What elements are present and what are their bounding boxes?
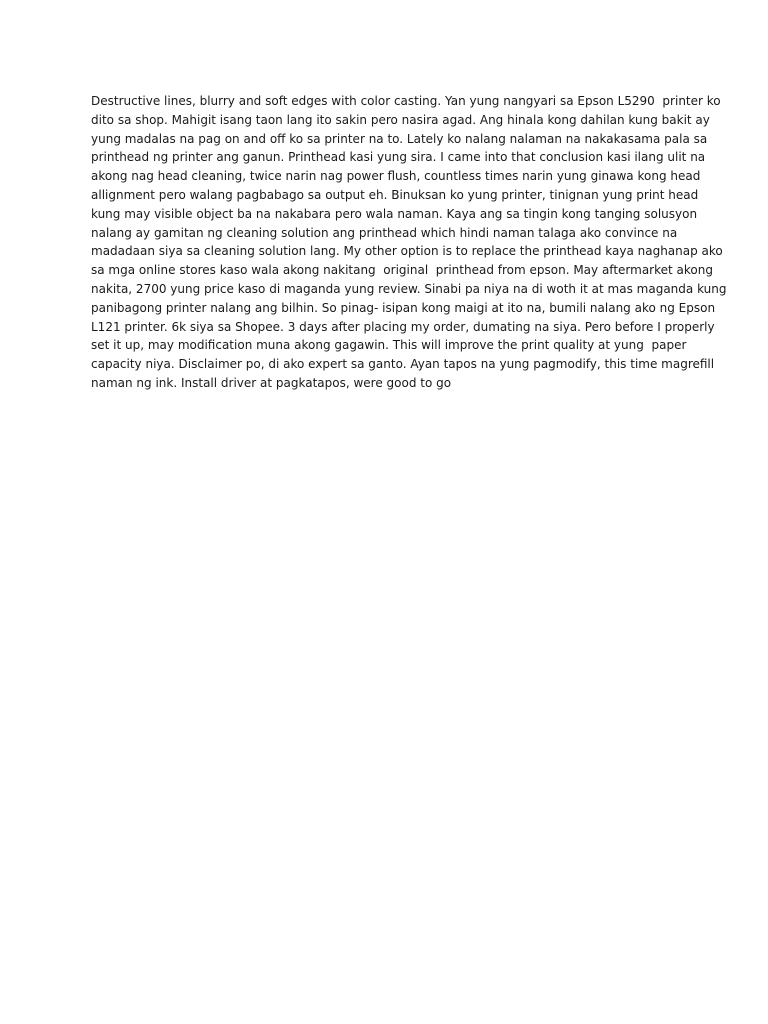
text-line: capacity niya. Disclaimer po, di ako expert sa ganto. Ayan tapos na yung pagmodify, this time magrefill [91, 357, 715, 372]
text-line: Destructive lines, blurry and soft edges with color casting. Yan yung nangyari sa Epson L5290 printer ko [91, 94, 721, 108]
text-line: madadaan siya sa cleaning solution lang. My other option is to replace the printhead kaya naghanap ako [91, 244, 723, 259]
text-line: dito sa shop. Mahigit isang taon lang ito sakin pero nasira agad. Ang hinala kong dahilan kung bakit ay [91, 112, 710, 127]
text-line: L121 printer. 6k siya sa Shopee. 3 days after placing my order, dumating na siya. Pero before I properly [91, 319, 715, 334]
text-line: nakita, 2700 yung price kaso di maganda yung review. Sinabi pa niya na di woth it at mas maganda kung [91, 281, 727, 296]
text-line: kung may visible object ba na nakabara pero wala naman. Kaya ang sa tingin kong tanging solusyon [91, 206, 698, 221]
text-line: panibagong printer nalang ang bilhin. So pinag- isipan kong maigi at ito na, bumili nalang ako ng Epson [91, 300, 716, 315]
text-line: allignment pero walang pagbabago sa output eh. Binuksan ko yung printer, tinignan yung print head [91, 187, 699, 202]
text-line: printhead ng printer ang ganun. Printhead kasi yung sira. I came into that conclusion kasi ilang ulit na [91, 150, 706, 165]
text-line: yung madalas na pag on and off ko sa printer na to. Lately ko nalang nalaman na nakakasama pala sa [91, 131, 708, 146]
text-line: akong nag head cleaning, twice narin nag power flush, countless times narin yung ginawa kong head [91, 169, 701, 184]
text-line: naman ng ink. Install driver at pagkatapos, were good to go [91, 375, 452, 390]
text-line: nalang ay gamitan ng cleaning solution ang printhead which hindi naman talaga ako convince na [91, 225, 678, 240]
body-paragraph [91, 92, 727, 393]
text-line: set it up, may modification muna akong gagawin. This will improve the print quality at yung paper [91, 338, 687, 353]
text-line: sa mga online stores kaso wala akong nakitang original printhead from epson. May aftermarket akong [91, 263, 713, 278]
